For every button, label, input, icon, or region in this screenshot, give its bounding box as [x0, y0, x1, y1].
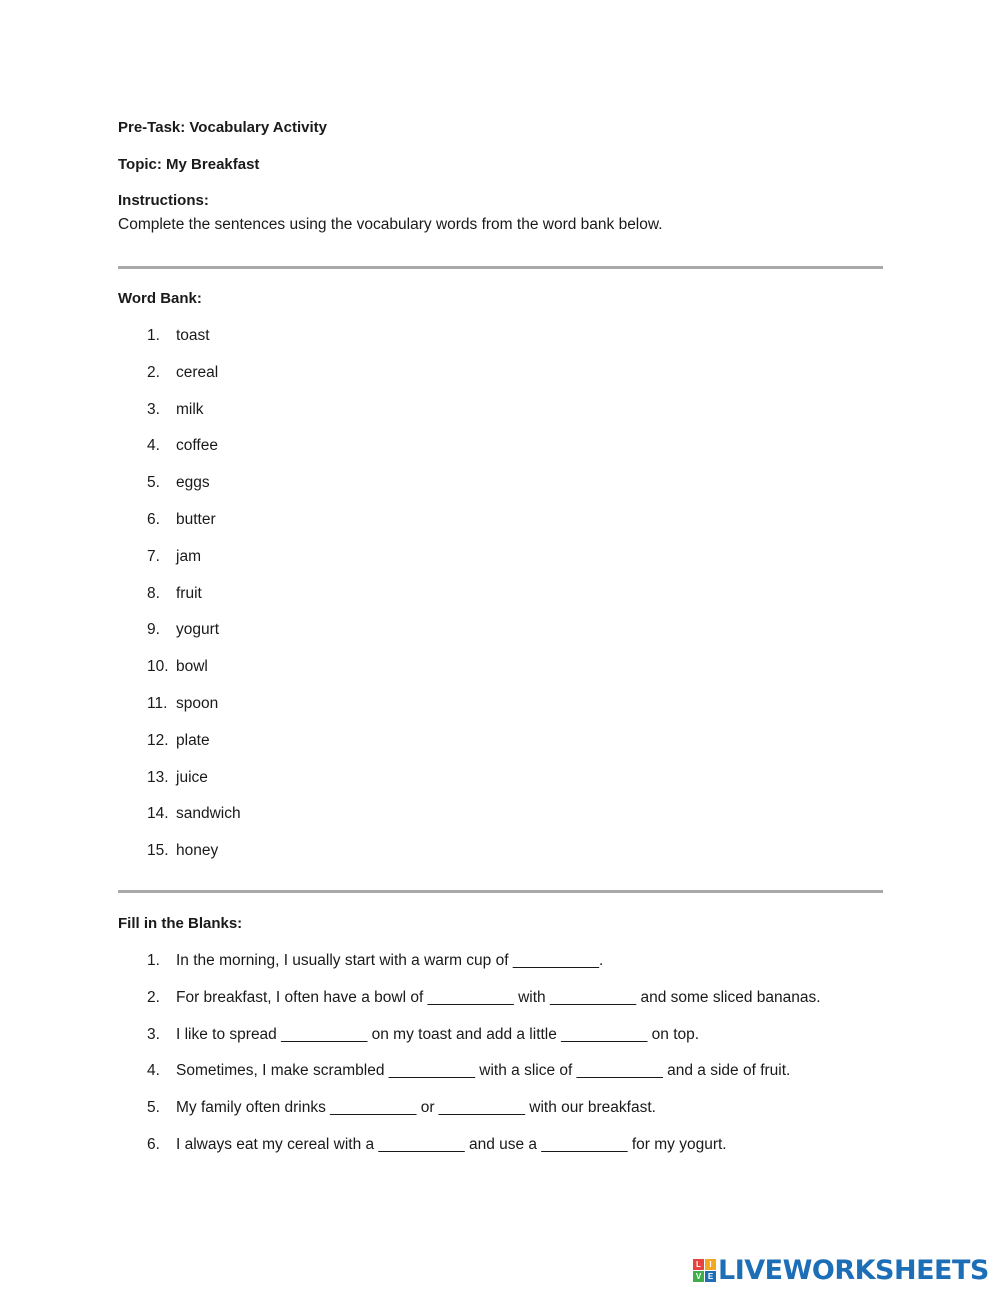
divider-top — [118, 266, 883, 269]
logo-block: I — [705, 1259, 716, 1270]
fill-blanks-title: Fill in the Blanks: — [118, 915, 243, 932]
divider-bottom — [118, 890, 883, 893]
topic-heading: Topic: My Breakfast — [118, 156, 260, 173]
logo-text: LIVEWORKSHEETS — [718, 1254, 989, 1286]
logo-blocks-icon — [693, 1259, 716, 1282]
logo-block: E — [705, 1271, 716, 1282]
instructions-label: Instructions: — [118, 192, 209, 209]
liveworksheets-logo — [693, 1255, 989, 1285]
logo-block: L — [693, 1259, 704, 1270]
word-bank-title: Word Bank: — [118, 290, 202, 307]
logo-block: V — [693, 1271, 704, 1282]
instructions-text: Complete the sentences using the vocabulary words from the word bank below. — [118, 216, 663, 233]
worksheet-page: Pre-Task: Vocabulary Activity Topic: My Breakfast Instructions: Complete the sentences using the vocabulary words from the word bank below. Word Bank: 1. toast 2. cereal 3. milk 4. coffee 5. eggs 6. butter 7. jam 8. fruit 9. yogurt 10. bowl 11. spoon 12. plate 13. juice 14. sandwich 15. honey Fill in the Blanks: 1. In the morning, I usually start with a warm cup of __________. 2. For breakfast, I often have a bowl of __________ with __________ and some sliced bananas. 3. I like to spread __________ on my toast and add a little __________ on top. 4. Sometimes, I make scrambled __________ with a slice of __________ and a side of fruit. 5. My family often drinks __________ or __________ with our breakfast. 6. I always eat my cereal with a __________ and use a __________ for my yogurt. L I V E LIVEWORKSHEETS — [118, 119, 989, 1286]
pretask-heading: Pre-Task: Vocabulary Activity — [118, 119, 327, 136]
